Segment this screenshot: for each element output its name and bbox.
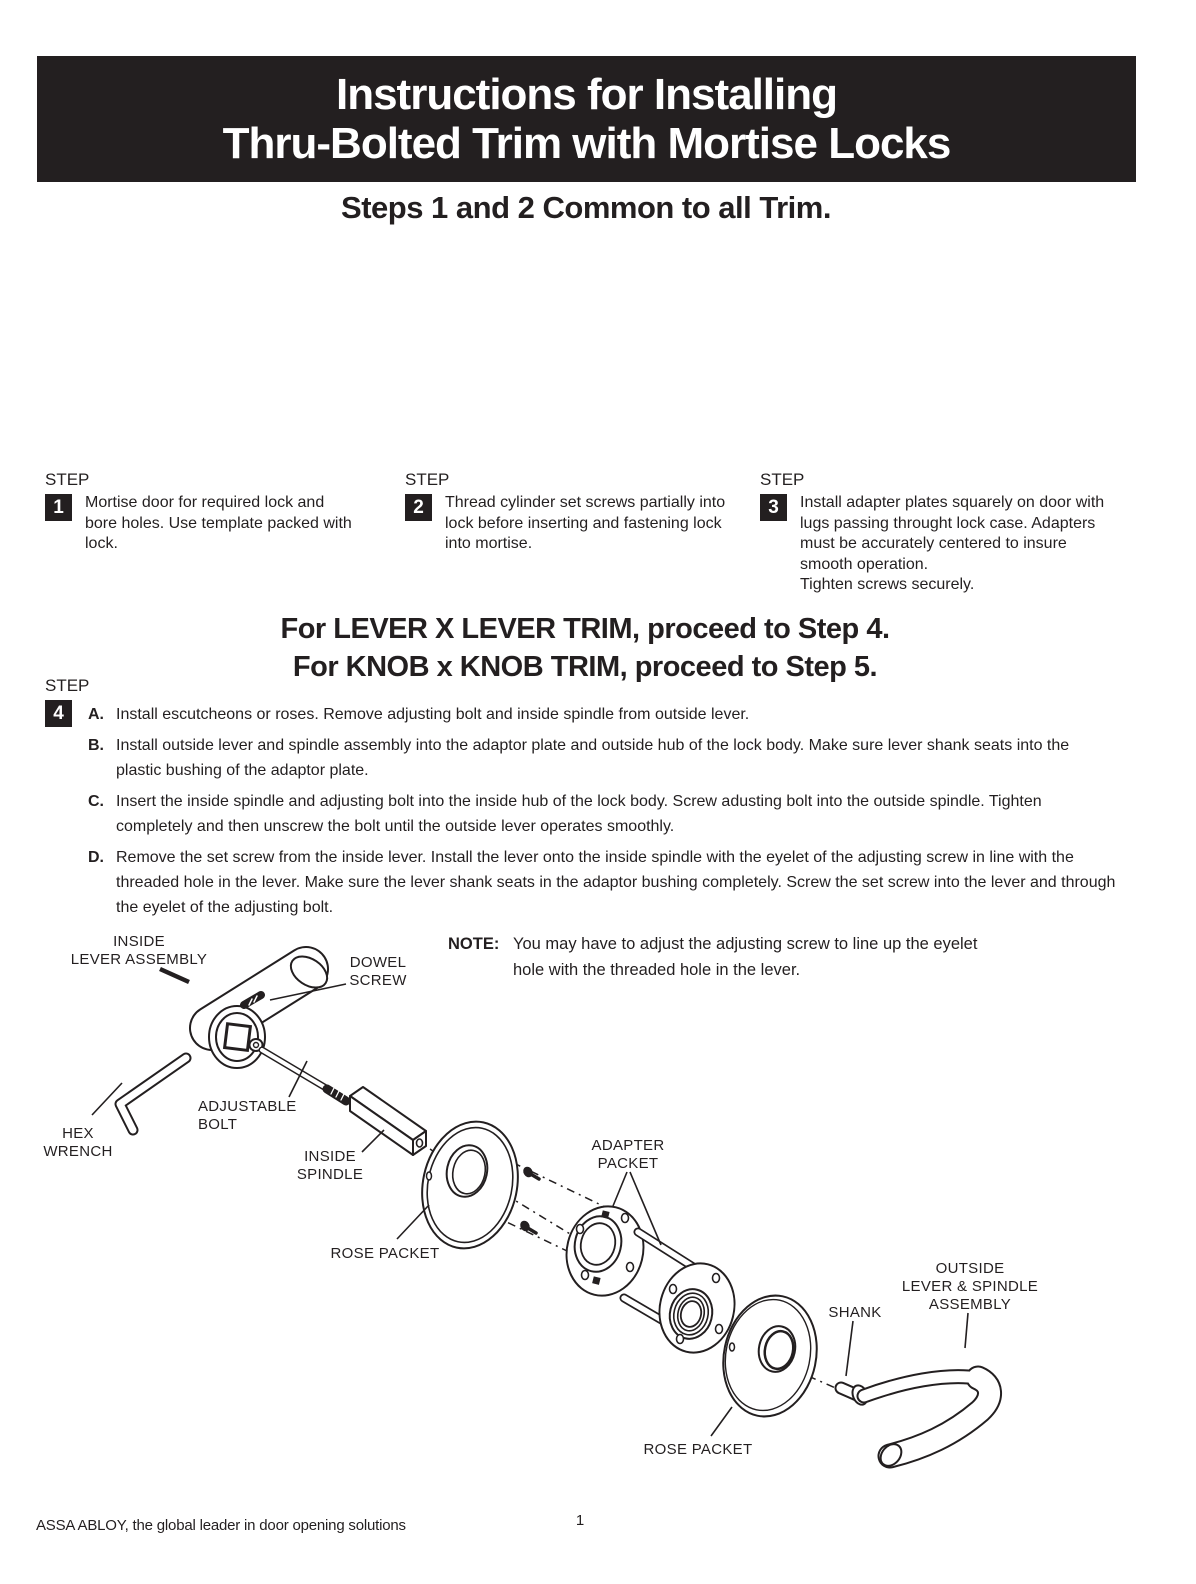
step-2-block <box>405 470 727 555</box>
inside-lever-drawing <box>209 950 333 1068</box>
adapter-packet-label-1: ADAPTER <box>591 1137 665 1154</box>
footer-brand-text: ASSA ABLOY, the global leader in door opening solutions <box>36 1517 406 1534</box>
adjustable-bolt-label-2: BOLT <box>198 1116 238 1133</box>
item-a-letter: A. <box>88 706 104 723</box>
outside-lever-label-3: ASSEMBLY <box>928 1296 1012 1313</box>
note-text: You may have to adjust the adjusting screw to line up the eyelet hole with the threaded hole in the lever. <box>513 935 978 979</box>
step-4-item-d <box>88 845 1118 920</box>
step-3-text <box>800 493 1112 596</box>
step-3-block <box>760 470 1112 596</box>
item-a-text: Install escutcheons or roses. Remove adjusting bolt and inside spindle from outside lever. <box>116 706 750 723</box>
diagram-labels <box>43 933 1038 1458</box>
page-number: 1 <box>575 1512 585 1529</box>
adjustable-bolt-drawing <box>250 1039 347 1101</box>
dowel-screw-label-1: DOWEL <box>349 954 407 971</box>
inside-spindle-label-1: INSIDE <box>304 1148 356 1165</box>
inside-lever-label-2: LEVER ASSEMBLY <box>70 951 208 968</box>
step-2-number: 2 <box>405 494 432 521</box>
item-b-letter: B. <box>88 737 104 754</box>
step-1-word: STEP <box>45 470 90 489</box>
step-3-text-line2: Tighten screws securely. <box>800 576 975 593</box>
step-3-word: STEP <box>760 470 805 489</box>
item-d-letter: D. <box>88 849 104 866</box>
goto-line-2: For KNOB x KNOB TRIM, proceed to Step 5. <box>292 651 878 683</box>
item-c-text: Insert the inside spindle and adjusting bolt into the inside hub of the lock body. Screw adusting bolt into the outside spindle. Tighten completely and then unscrew the bolt until the outside lever operates smoothly. <box>116 793 1042 835</box>
outside-lever-label-1: OUTSIDE <box>935 1260 1005 1277</box>
adapter-plate-inside-drawing <box>557 1198 653 1304</box>
outside-lever-drawing <box>841 1377 990 1470</box>
subtitle: Steps 1 and 2 Common to all Trim. <box>341 190 831 225</box>
step-4-items <box>88 702 1118 926</box>
exploded-parts-diagram <box>40 918 1160 1498</box>
step-2-word: STEP <box>405 470 450 489</box>
step-3-text-main: Install adapter plates squarely on door with lugs passing throught lock case. Adapters must be accurately centered to insure smooth operation. <box>800 494 1105 573</box>
step-3-number: 3 <box>760 494 787 521</box>
step-4-item-c <box>88 789 1118 839</box>
step-2-text: Thread cylinder set screws partially into lock before inserting and fastening lock into mortise. <box>445 494 726 552</box>
item-b-text: Install outside lever and spindle assembly into the adaptor plate and outside hub of the lock body. Make sure lever shank seats into the plastic bushing of the adaptor plate. <box>116 737 1070 779</box>
rose-packet-1-label: ROSE PACKET <box>330 1245 440 1262</box>
step-4-number: 4 <box>45 700 72 727</box>
hex-wrench-label-2: WRENCH <box>43 1143 113 1160</box>
mounting-screws-drawing <box>519 1166 539 1233</box>
adjustable-bolt-label-1: ADJUSTABLE <box>198 1098 297 1115</box>
item-c-letter: C. <box>88 793 104 810</box>
step-1-number: 1 <box>45 494 72 521</box>
inside-spindle-label-2: SPINDLE <box>296 1166 364 1183</box>
rose-packet-1-drawing <box>411 1113 530 1258</box>
title-line-2: Thru-Bolted Trim with Mortise Locks <box>222 119 951 168</box>
rose-packet-2-label: ROSE PACKET <box>643 1441 753 1458</box>
hex-wrench-label-1: HEX <box>62 1125 94 1142</box>
hex-wrench-drawing <box>120 1058 186 1130</box>
step-1-block <box>45 470 357 555</box>
title-line-1: Instructions for Installing <box>335 70 838 119</box>
goto-heading <box>0 610 1170 686</box>
adapter-packet-label-2: PACKET <box>597 1155 659 1172</box>
outside-lever-label-2: LEVER & SPINDLE <box>901 1278 1039 1295</box>
note-label: NOTE: <box>448 935 500 953</box>
goto-line-1: For LEVER X LEVER TRIM, proceed to Step 4. <box>280 613 890 645</box>
dowel-screw-label-2: SCREW <box>349 972 407 989</box>
step-4-item-a <box>88 702 1118 727</box>
inside-lever-label-1: INSIDE <box>113 933 165 950</box>
step-1-text: Mortise door for required lock and bore holes. Use template packed with lock. <box>85 494 352 552</box>
inside-spindle-drawing <box>350 1087 426 1155</box>
title-banner <box>37 56 1136 182</box>
step-4-word: STEP <box>45 676 90 695</box>
shank-label: SHANK <box>828 1304 882 1321</box>
item-d-text: Remove the set screw from the inside lever. Install the lever onto the inside spindle with the eyelet of the adjusting screw in line with the threaded hole in the lever. Make sure the lever shank seats in the adaptor bushing completely. Screw the set screw into the lever and through the eyelet of the adjusting bolt. <box>116 849 1116 916</box>
step-4-item-b <box>88 733 1118 783</box>
